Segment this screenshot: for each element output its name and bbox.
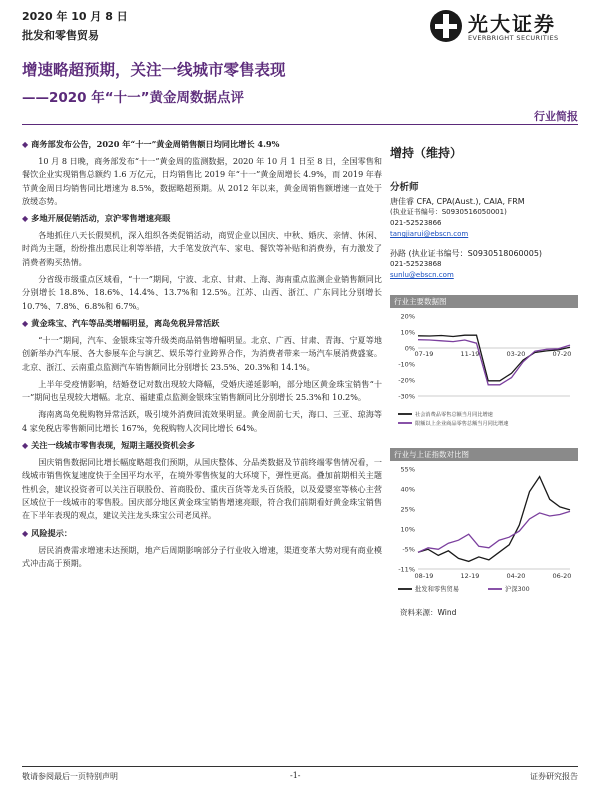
chart-title: 行业与上证指数对比图 [390,448,578,461]
analyst-name: 唐佳睿 CFA, CPA(Aust.), CAIA, FRM [390,197,525,206]
section-announcement [22,138,382,208]
report-title: 增速略超预期，关注一线城市零售表现 [22,61,286,79]
legend-label: 限额以上企业商品零售总额当月同比增速 [415,421,509,428]
footer-label: 证券研究报告 [530,772,578,781]
x-tick-label: 04-20 [506,572,526,580]
section-risk [22,527,382,571]
y-tick-label: -10% [398,360,415,369]
legend-label: 沪深300 [505,586,530,594]
x-tick-label: 07-19 [414,350,434,358]
series-line [418,511,570,552]
x-tick-label: 03-20 [506,350,526,358]
section-heading: ◆ 关注一线城市零售表现，短期主题投资机会多 [22,440,195,451]
x-tick-label: 06-20 [552,572,572,580]
section-categories [22,317,382,435]
x-tick-label: 08-19 [414,572,434,580]
x-tick-label: 12-19 [460,572,480,580]
paragraph: 上半年受疫情影响，结婚登记对数出现较大降幅，受婚庆递延影响，部分地区黄金珠宝销售“十一”期间也呈现较大增幅。北京、福建重点监测金银珠宝销售额同比分别增长 25.3%和 10.2%。 [22,378,382,403]
y-tick-label: 10% [400,328,415,337]
diamond-bullet-icon: ◆ [22,440,29,451]
legend-label: 社会消费品零售总额当月同比增速 [415,412,493,419]
section-heading: ◆ 风险提示： [22,527,73,538]
analyst-heading: 分析师 [390,182,419,193]
footer-divider [22,766,578,767]
y-tick-label: -5% [402,545,415,554]
diamond-bullet-icon: ◆ [22,213,29,224]
chart-index-compare [390,448,578,605]
report-type: 行业简报 [534,110,578,123]
y-tick-label: 25% [400,505,415,514]
rating: 增持（维持） [390,146,463,160]
chart-index-compare-svg [390,461,578,601]
section-promotions [22,212,382,313]
paragraph: “十一”期间，汽车、金银珠宝等升级类商品销售增幅明显。北京、广西、甘肃、青海、宁夏等地创新举办汽车展、各大参展车企与演艺、娱乐等行业跨界合作，为消费者带来一场汽车展消费盛宴。北京、浙江、云南重点监测汽车销售额同比分别增长 23.5%、20.3%和 14.1%。 [22,334,382,372]
y-tick-label: 10% [400,525,415,534]
section-heading: ◆ 商务部发布公告，2020 年“十一”黄金周销售额日均同比增长 4.9% [22,139,280,149]
paragraph: 居民消费需求增速未达预期，地产后周期影响部分子行业收入增速，渠道变革大势对现有商业模式冲击高于预期。 [22,544,382,568]
paragraph: 10 月 8 日晚，商务部发布“十一”黄金周的监测数据，2020 年 10 月 1 日至 8 日，全国零售和餐饮企业实现销售总额约 1.6 万亿元，日均销售比 2019 年“十一”黄金周增长 4.9%，而 2019 年春节黄金周日均销售同比增速为 8.5%，数据略超预期。从 2012 年以来，黄金周销售额增速一直处于放缓态势。 [22,156,382,206]
paragraph: 海南离岛免税购物异常活跃，吸引境外消费回流效果明显。黄金周前七天，海口、三亚、琼海等 4 家免税店零售额同比增长 167%，免税购物人次同比增长 64%。 [22,409,382,433]
y-tick-label: 20% [400,312,415,321]
logo-english-name: EVERBRIGHT SECURITIES [468,34,559,42]
analyst-card [390,248,578,281]
analyst-name: 孙路 (执业证书编号：S0930518060005) [390,249,543,258]
paragraph: 国庆销售数据同比增长幅度略超我们预期，从国庆整体、分品类数据及节前终端零售情况看，一线城市销售恢复速度快于全国平均水平，在境外零售恢复的大环境下，弹性更高。叠加前期相关主题性机会，建议投资者可以关注百联股份、首商股份、重庆百货等龙头百货股，以及爱婴室等核心主营区域位于一线城市的零售股。国庆部分地区黄金珠宝销售增速亮眼，符合我们前期看好黄金珠宝销售在下半年表现的观点，建议关注龙头珠宝公司老凤祥。 [22,457,382,521]
y-tick-label: -20% [398,376,415,385]
diamond-bullet-icon: ◆ [22,317,29,328]
chart-industry-data [390,295,578,440]
report-subtitle: ——2020 年“十一”黄金周数据点评 [22,90,245,106]
sector-label: 批发和零售贸易 [22,29,99,42]
x-tick-label: 07-20 [552,350,572,358]
report-date: 2020 年 10 月 8 日 [22,10,128,23]
series-line [418,340,570,385]
series-line [418,335,570,381]
main-body [22,130,382,570]
chart-title: 行业主要数据图 [390,295,578,308]
analyst-email-link[interactable]: sunlu@ebscn.com [390,271,454,279]
page-number: -1- [290,771,301,780]
chart-source: 资料来源：Wind [400,608,457,617]
sidebar [390,130,578,618]
analyst-card [390,196,578,240]
paragraph: 各地抓住八天长假契机，深入组织各类促销活动，商贸企业以国庆、中秋、婚庆、亲情、休闲、时尚为主题，纷纷推出惠民让利等举措，大手笔发放汽车、家电、餐饮等补贴和消费券，有力激发了消费者购买热情。 [22,230,382,267]
footer-disclaimer: 敬请参阅最后一页特别声明 [22,772,118,781]
section-heading: ◆ 黄金珠宝、汽车等品类增幅明显，离岛免税异常活跃 [22,317,220,328]
analyst-phone: 021-52523868 [390,260,442,268]
logo-mark-icon [430,10,462,42]
section-heading: ◆ 多地开展促销活动，京沪零售增速亮眼 [22,213,171,224]
diamond-bullet-icon: ◆ [22,527,29,538]
analyst-cert: (执业证书编号：S0930516050001) [390,208,507,216]
section-investment [22,439,382,522]
x-tick-label: 11-19 [460,350,480,358]
y-tick-label: -30% [398,392,415,401]
y-tick-label: 0% [404,344,415,353]
y-tick-label: 55% [400,465,415,474]
chart-industry-data-svg [390,308,578,436]
header-divider [22,124,578,125]
analyst-phone: 021-52523866 [390,219,442,227]
diamond-bullet-icon: ◆ [22,139,29,149]
logo-name: 光大证券 [468,12,556,36]
paragraph: 分省级市级重点区域看，“十一”期间，宁波、北京、甘肃、上海、海南重点监测企业销售额同比分别增长 18.8%、18.6%、14.4%、13.7%和 12.5%。江苏、山西、浙江、广东同比分别增长 10.7%、7.8%、6.8%和 6.7%。 [22,274,382,311]
y-tick-label: 40% [400,485,415,494]
y-tick-label: -11% [398,565,415,574]
series-line [418,477,570,562]
legend-label: 批发和零售贸易 [415,586,460,594]
brand-logo [430,8,580,48]
analyst-email-link[interactable]: tangjiarui@ebscn.com [390,230,469,238]
